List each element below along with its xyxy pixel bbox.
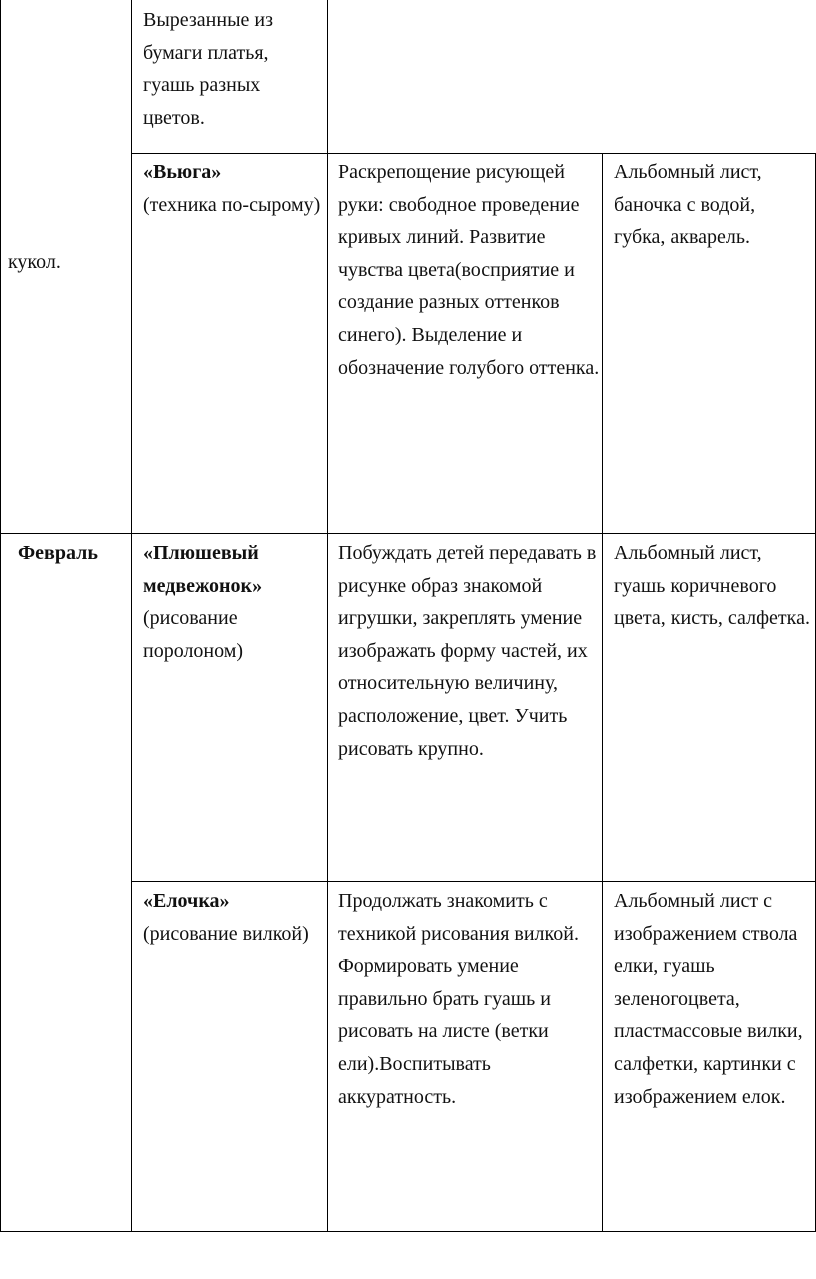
grid-line-col1 [131,0,132,1232]
row3-goals: Продолжать знакомить с техникой рисования вилкой. Формировать умение правильно брать гуашь и рисовать на листе (ветки ели).Воспитывать аккуратность. [338,890,579,1108]
row3-technique: (рисование вилкой) [143,922,309,945]
row1-col0-cell [8,246,128,279]
row0-materials: Вырезанные из бумаги платья, гуашь разных цветов. [143,9,273,129]
row1-goals: Раскрепощение рисующей руки: свободное проведение кривых линий. Развитие чувства цвета(восприятие и создание разных оттенков синего). Выделение и обозначение голубого оттенка. [338,161,600,379]
row2-title: «Плюшевый медвежонок» [143,542,263,597]
grid-line-row3-top [131,881,816,882]
row2-materials: Альбомный лист, гуашь коричневого цвета, кисть, салфетка. [614,542,810,630]
row0-materials-cell [143,4,318,134]
row2-materials-cell [614,537,810,635]
row1-col0-text: кукол. [8,251,61,273]
row1-materials: Альбомный лист, баночка с водой, губка, акварель. [614,161,762,249]
grid-line-row1-top [131,153,816,154]
row2-technique: (рисование поролоном) [143,607,244,662]
row1-activity-cell [143,156,323,221]
month-label: Февраль [18,542,98,564]
grid-line-row2-top [0,533,816,534]
grid-line-col3 [602,153,603,1232]
row3-materials: Альбомный лист с изображением ствола елки, гуашь зеленогоцвета, пластмассовые вилки, салфетки, картинки с изображением елок. [614,890,803,1108]
row1-materials-cell [614,156,810,254]
row2-activity-cell [143,537,323,667]
row2-goals-cell [338,537,600,765]
row2-goals: Побуждать детей передавать в рисунке образ знакомой игрушки, закреплять умение изображать форму частей, их относительную величину, расположение, цвет. Учить рисовать крупно. [338,542,597,760]
grid-line-left [0,0,1,1232]
row3-materials-cell [614,885,810,1113]
row3-title: «Елочка» [143,890,230,912]
grid-line-col2 [327,0,328,1232]
row1-title: «Вьюга» [143,161,222,183]
row1-technique: (техника по-сырому) [143,193,321,216]
row2-month-cell [18,537,130,570]
row1-goals-cell [338,156,600,384]
grid-line-bottom [0,1231,816,1232]
row3-activity-cell [143,885,323,950]
row3-goals-cell [338,885,600,1113]
